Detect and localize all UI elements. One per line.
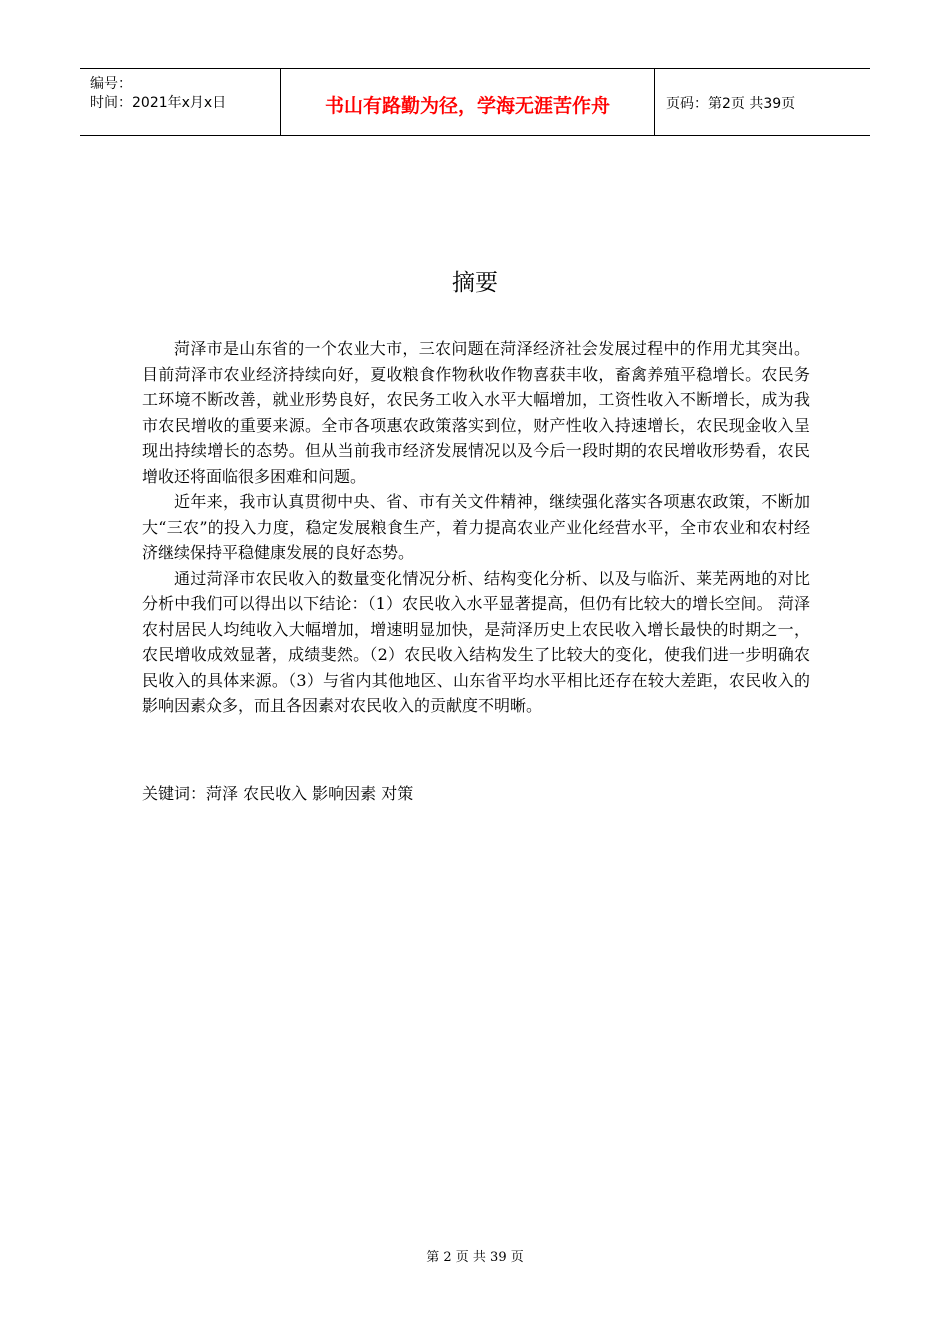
document-number: 编号：: [90, 76, 132, 92]
keywords: 关键词：菏泽 农民收入 影响因素 对策: [142, 784, 414, 803]
abstract-body: [142, 336, 810, 719]
document-header: [80, 68, 870, 136]
abstract-paragraph-2: 近年来，我市认真贯彻中央、省、市有关文件精神，继续强化落实各项惠农政策，不断加大“三农”的投入力度，稳定发展粮食生产，着力提高农业产业化经营水平，全市农业和农村经济继续保持平稳健康发展的良好态势。: [142, 492, 810, 562]
header-page-number: 页码：第2页 共39页: [666, 96, 796, 112]
abstract-paragraph-1: 菏泽市是山东省的一个农业大市，三农问题在菏泽经济社会发展过程中的作用尤其突出。目前菏泽市农业经济持续向好，夏收粮食作物秋收作物喜获丰收，畜禽养殖平稳增长。农民务工环境不断改善，就业形势良好，农民务工收入水平大幅增加，工资性收入不断增长，成为我市农民增收的重要来源。全市各项惠农政策落实到位，财产性收入持速增长，农民现金收入呈现出持续增长的态势。但从当前我市经济发展情况以及今后一段时期的农民增收形势看，农民增收还将面临很多困难和问题。: [142, 339, 810, 486]
document-date: 时间：2021年x月x日: [90, 95, 227, 111]
header-motto: 书山有路勤为径，学海无涯苦作舟: [281, 69, 655, 135]
page-footer: 第 2 页 共 39 页: [426, 1250, 524, 1265]
header-meta: [80, 69, 281, 135]
abstract-title: 摘要: [452, 270, 498, 296]
abstract-paragraph-3: 通过菏泽市农民收入的数量变化情况分析、结构变化分析、以及与临沂、莱芜两地的对比分析中我们可以得出以下结论：（1）农民收入水平显著提高，但仍有比较大的增长空间。 菏泽农村居民人均纯收入大幅增加，增速明显加快，是菏泽历史上农民收入增长最快的时期之一，农民增收成效显著，成绩斐然。（2）农民收入结构发生了比较大的变化，使我们进一步明确农民收入的具体来源。（3）与省内其他地区、山东省平均水平相比还存在较大差距，农民收入的影响因素众多，而且各因素对农民收入的贡献度不明晰。: [142, 568, 810, 715]
